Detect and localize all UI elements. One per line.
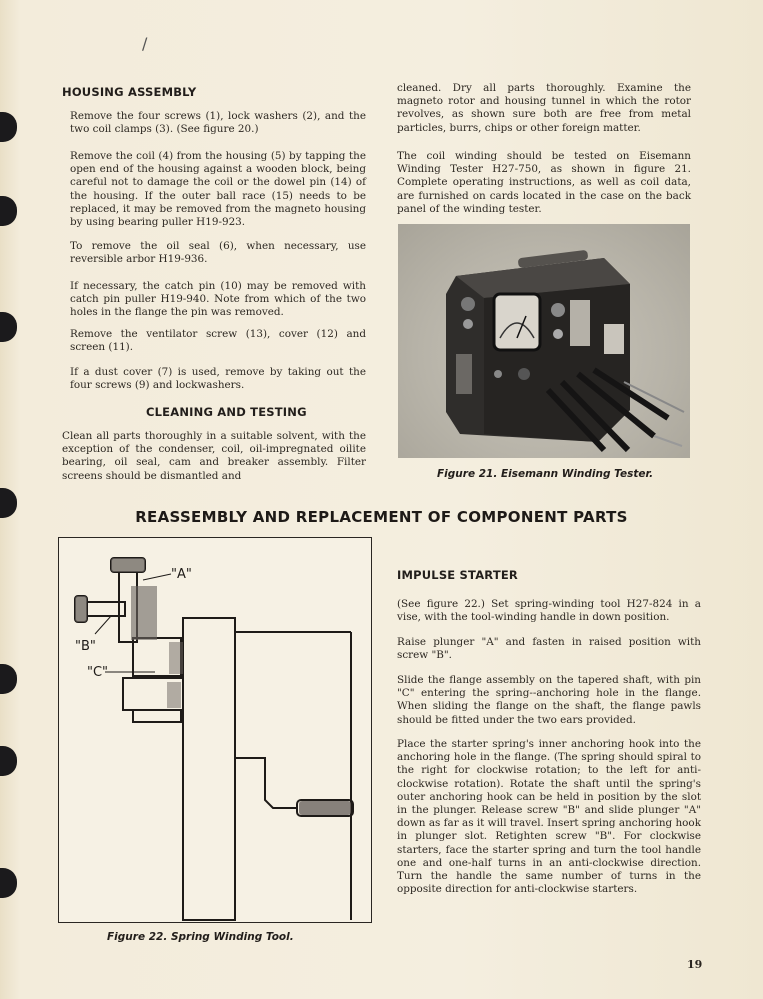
label-a: "A" xyxy=(171,567,192,582)
margin-mark: / xyxy=(142,34,148,53)
figure-22-caption: Figure 22. Spring Winding Tool. xyxy=(107,931,294,943)
binder-hole xyxy=(0,312,17,342)
cleaning-paragraph-1: Clean all parts thoroughly in a suitable solvent, with the exception of the condenser, coil, oil-impregnated oilite bearing, oil seal, cam and breaker assembly. Filter screens should be dismantled and xyxy=(62,430,366,482)
binder-hole xyxy=(0,746,17,776)
winding-tester-illustration xyxy=(398,224,690,458)
binder-hole xyxy=(0,196,17,226)
cleaning-paragraph-1-continued: cleaned. Dry all parts thoroughly. Examine the magneto rotor and housing tunnel in which the rotor revolves, as shown sure both are free from metal particles, burrs, chips or other foreign matter. xyxy=(397,82,691,134)
housing-paragraph-3: To remove the oil seal (6), when necessary, use reversible arbor H19-936. xyxy=(70,240,366,266)
housing-paragraph-1: Remove the four screws (1), lock washers (2), and the two coil clamps (3). (See figure 20.) xyxy=(70,110,366,136)
impulse-paragraph-2: Raise plunger "A" and fasten in raised position with screw "B". xyxy=(397,636,701,662)
housing-paragraph-6: If a dust cover (7) is used, remove by taking out the four screws (9) and lockwashers. xyxy=(70,366,366,392)
impulse-paragraph-3: Slide the flange assembly on the tapered shaft, with pin "C" entering the spring--anchoring hole in the flange. When sliding the flange on the shaft, the flange pawls should be fitted under the two ears provided. xyxy=(397,674,701,726)
impulse-starter-heading: IMPULSE STARTER xyxy=(397,568,518,582)
binder-hole xyxy=(0,868,17,898)
housing-paragraph-4: If necessary, the catch pin (10) may be removed with catch pin puller H19-940. Note from which of the two holes in the flange the pin was removed. xyxy=(70,280,366,319)
binder-hole xyxy=(0,664,17,694)
housing-paragraph-5: Remove the ventilator screw (13), cover (12) and screen (11). xyxy=(70,328,366,354)
cleaning-testing-heading: CLEANING AND TESTING xyxy=(146,405,307,419)
section-title: REASSEMBLY AND REPLACEMENT OF COMPONENT PARTS xyxy=(135,508,628,526)
cleaning-paragraph-2: The coil winding should be tested on Eisemann Winding Tester H27-750, as shown in figure 21. Complete operating instructions, as well as coil data, are furnished on cards located in the case on the back panel of the winding tester. xyxy=(397,150,691,215)
binder-hole xyxy=(0,112,17,142)
figure-21-caption: Figure 21. Eisemann Winding Tester. xyxy=(437,468,654,480)
impulse-paragraph-1: (See figure 22.) Set spring-winding tool H27-824 in a vise, with the tool-winding handle in down position. xyxy=(397,598,701,624)
spring-winding-tool-figure xyxy=(58,537,372,923)
housing-assembly-heading: HOUSING ASSEMBLY xyxy=(62,85,197,99)
housing-paragraph-2: Remove the coil (4) from the housing (5) by tapping the open end of the housing against a wooden block, being careful not to damage the coil or the dowel pin (14) of the housing. If the outer ball race (15) needs to be replaced, it may be removed from the magneto housing by using bearing puller H19-923. xyxy=(70,150,366,229)
spring-winding-tool-drawing xyxy=(59,538,371,922)
winding-tester-photo xyxy=(398,224,690,458)
impulse-paragraph-4: Place the starter spring's inner anchoring hook into the anchoring hole in the flange. (The spring should spiral to the right for clockwise rotation; to the left for anti-clockwise rotation). Rotate the shaft until the spring's outer anchoring hook can be held in position by the slot in the plunger. Release screw "B" and slide plunger "A" down as far as it will travel. Insert spring anchoring hook in plunger slot. Retighten screw "B". For clockwise starters, face the starter spring and turn the tool handle one and one-half turns in an anti-clockwise direction. Turn the handle the same number of turns in the opposite direction for anti-clockwise starters. xyxy=(397,738,701,896)
label-c: "C" xyxy=(87,665,109,680)
label-b: "B" xyxy=(75,639,96,654)
page-number: 19 xyxy=(687,958,703,971)
